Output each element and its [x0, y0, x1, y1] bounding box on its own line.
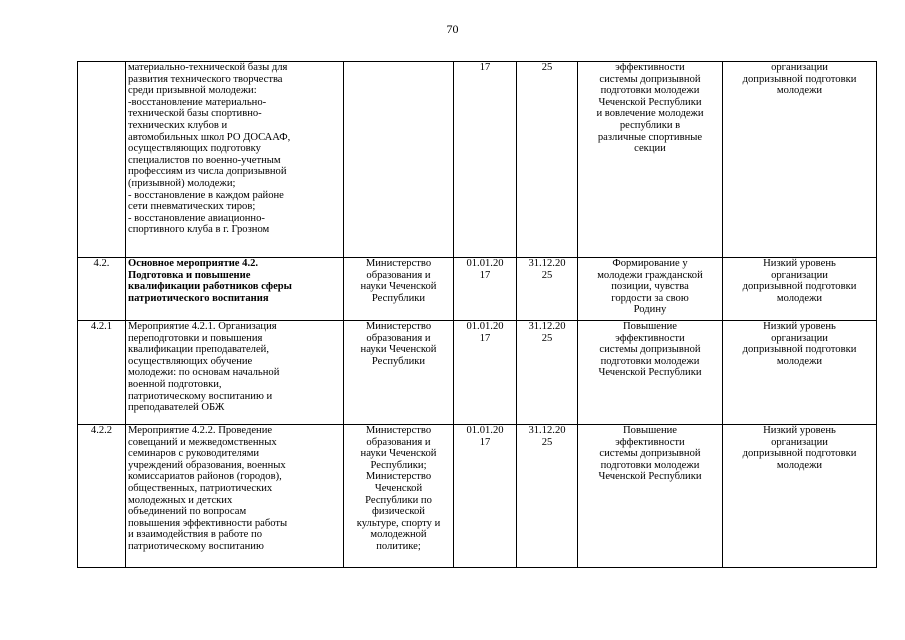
cell-line: и вовлечение молодежи — [596, 108, 704, 120]
cell-line: 01.01.20 — [466, 258, 504, 269]
cell-line: Чеченской Республики — [598, 96, 702, 108]
cell-line: эффективности — [615, 62, 685, 73]
cell-line: Подготовка и повышение — [128, 269, 251, 281]
executor-cell — [344, 258, 454, 321]
risk-cell — [723, 258, 877, 321]
cell-line: патриотическому воспитанию и — [128, 390, 273, 402]
cell-line: Министерство — [365, 425, 432, 436]
row-number-cell — [78, 425, 126, 568]
cell-line: военной подготовки, — [128, 378, 222, 390]
cell-line: спортивного клуба в г. Грозном — [128, 224, 270, 236]
cell-line: республики в — [619, 119, 681, 131]
cell-text: 4.2.1 — [90, 321, 113, 332]
cell-line: переподготовки и повышения — [128, 332, 263, 344]
expected-result-cell — [578, 258, 723, 321]
table-body — [78, 62, 877, 568]
table-row — [78, 62, 877, 258]
cell-line: Формирование у — [612, 258, 688, 269]
cell-line: Чеченской Республики — [598, 471, 702, 483]
cell-line: подготовки молодежи — [600, 459, 700, 471]
cell-line: молодежи — [776, 355, 823, 367]
cell-line: науки Чеченской — [360, 344, 437, 356]
cell-line: семинаров с руководителями — [128, 448, 260, 460]
cell-line: Повышение — [623, 321, 677, 332]
cell-line: и взаимодействия в работе по — [128, 529, 262, 541]
cell-line: науки Чеченской — [360, 281, 437, 293]
row-number-cell — [78, 62, 126, 258]
cell-line: технических клубов и — [128, 119, 228, 131]
measures-table — [77, 61, 877, 568]
cell-line: науки Чеченской — [360, 448, 437, 460]
table-row — [78, 425, 877, 568]
expected-result-cell — [578, 425, 723, 568]
cell-line: осуществляющих обучение — [128, 355, 253, 367]
cell-line: 01.01.20 — [466, 321, 504, 332]
cell-line: специалистов по военно-учетным — [128, 154, 281, 166]
cell-line: преподавателей ОБЖ — [128, 402, 225, 414]
cell-line: молодежи — [776, 85, 823, 97]
cell-line: допризывной подготовки — [742, 73, 857, 85]
cell-line: Повышение — [623, 425, 677, 436]
cell-line: 25 — [541, 62, 553, 73]
cell-line: 31.12.20 — [528, 425, 566, 436]
cell-line: -восстановление материально- — [128, 96, 267, 108]
cell-line: молодежи — [776, 292, 823, 304]
cell-line: системы допризывной — [599, 344, 701, 356]
executor-cell — [344, 62, 454, 258]
end-date-cell — [517, 62, 578, 258]
risk-cell — [723, 425, 877, 568]
table-row — [78, 321, 877, 425]
cell-line: Мероприятие 4.2.2. Проведение — [128, 425, 273, 436]
cell-line: квалификации преподавателей, — [128, 344, 269, 356]
cell-line: 31.12.20 — [528, 258, 566, 269]
executor-cell — [344, 425, 454, 568]
cell-line: Республики по — [365, 494, 432, 506]
cell-line: среди призывной молодежи: — [128, 85, 257, 97]
cell-line: политике; — [376, 540, 421, 552]
measure-name-cell — [126, 425, 344, 568]
cell-line: Чеченской Республики — [598, 367, 702, 379]
cell-line: общественных, патриотических — [128, 482, 273, 494]
cell-line: Низкий уровень — [763, 258, 836, 269]
cell-line: осуществляющих подготовку — [128, 143, 261, 155]
cell-line: подготовки молодежи — [600, 85, 700, 97]
row-number-cell — [78, 258, 126, 321]
cell-line: 17 — [479, 62, 491, 73]
cell-line: квалификации работников сферы — [128, 281, 292, 293]
executor-cell — [344, 321, 454, 425]
cell-line: системы допризывной — [599, 73, 701, 85]
start-date-cell — [454, 321, 517, 425]
cell-text: 4.2.2 — [90, 425, 113, 436]
cell-line: - восстановление в каждом районе — [128, 189, 284, 201]
start-date-cell — [454, 62, 517, 258]
cell-line: культуре, спорту и — [356, 517, 441, 529]
cell-line: Основное мероприятие 4.2. — [128, 258, 259, 269]
cell-line: допризывной подготовки — [742, 281, 857, 293]
cell-line: системы допризывной — [599, 448, 701, 460]
cell-line: сети пневматических тиров; — [128, 201, 256, 213]
cell-line: допризывной подготовки — [742, 344, 857, 356]
cell-line: совещаний и межведомственных — [128, 436, 277, 448]
table-row — [78, 258, 877, 321]
cell-line: технической базы спортивно- — [128, 108, 262, 120]
expected-result-cell — [578, 321, 723, 425]
cell-line: организации — [771, 436, 828, 448]
page-number: 70 — [446, 22, 459, 36]
cell-line: образования и — [366, 269, 431, 281]
cell-line: - восстановление авиационно- — [128, 212, 265, 224]
cell-line: эффективности — [615, 332, 685, 344]
cell-line: 17 — [479, 436, 491, 448]
cell-line: объединений по вопросам — [128, 506, 247, 518]
cell-line: профессиям из числа допризывной — [128, 166, 287, 178]
cell-line: учреждений образования, военных — [128, 459, 286, 471]
cell-line: комиссариатов районов (городов), — [128, 471, 282, 483]
cell-line: молодежной — [370, 529, 427, 541]
cell-line: патриотическому воспитанию — [128, 540, 264, 552]
cell-line: (призывной) молодежи; — [128, 177, 236, 189]
cell-line: патриотического воспитания — [128, 292, 269, 304]
cell-line: материально-технической базы для — [128, 62, 288, 73]
cell-line: 25 — [541, 332, 553, 344]
risk-cell — [723, 62, 877, 258]
end-date-cell — [517, 258, 578, 321]
cell-line: различные спортивные — [597, 131, 703, 143]
cell-line: Низкий уровень — [763, 321, 836, 332]
start-date-cell — [454, 258, 517, 321]
cell-line: Республики — [371, 292, 426, 304]
start-date-cell — [454, 425, 517, 568]
row-number-cell — [78, 321, 126, 425]
cell-line: развития технического творчества — [128, 73, 283, 85]
cell-line: повышения эффективности работы — [128, 517, 288, 529]
cell-line: 17 — [479, 269, 491, 281]
cell-line: допризывной подготовки — [742, 448, 857, 460]
cell-line: 01.01.20 — [466, 425, 504, 436]
cell-line: молодежи: по основам начальной — [128, 367, 280, 379]
cell-line: Низкий уровень — [763, 425, 836, 436]
cell-line: автомобильных школ РО ДОСААФ, — [128, 131, 291, 143]
cell-line: позиции, чувства — [611, 281, 689, 293]
cell-line: подготовки молодежи — [600, 355, 700, 367]
expected-result-cell — [578, 62, 723, 258]
cell-line: организации — [771, 332, 828, 344]
cell-line: Чеченской — [374, 482, 423, 494]
cell-line: Мероприятие 4.2.1. Организация — [128, 321, 277, 332]
cell-line: 25 — [541, 436, 553, 448]
cell-line: физической — [372, 506, 425, 518]
cell-line: молодежи гражданской — [597, 269, 703, 281]
measure-name-cell — [126, 62, 344, 258]
cell-line: 25 — [541, 269, 553, 281]
cell-line: эффективности — [615, 436, 685, 448]
cell-line: молодежи — [776, 459, 823, 471]
cell-line: 31.12.20 — [528, 321, 566, 332]
end-date-cell — [517, 321, 578, 425]
risk-cell — [723, 321, 877, 425]
cell-line: секции — [634, 143, 666, 155]
end-date-cell — [517, 425, 578, 568]
cell-line: Министерство — [365, 321, 432, 332]
measure-name-cell — [126, 321, 344, 425]
cell-line: образования и — [366, 332, 431, 344]
cell-line: молодежных и детских — [128, 494, 233, 506]
cell-text: 4.2. — [93, 258, 110, 269]
cell-line: Республики — [371, 355, 426, 367]
cell-line: Родину — [633, 304, 667, 316]
cell-line: Министерство — [365, 471, 432, 483]
cell-line: Министерство — [365, 258, 432, 269]
cell-line: организации — [771, 62, 828, 73]
measure-name-cell — [126, 258, 344, 321]
cell-line: гордости за свою — [611, 292, 689, 304]
cell-line: образования и — [366, 436, 431, 448]
cell-line: организации — [771, 269, 828, 281]
cell-line: 17 — [479, 332, 491, 344]
cell-line: Республики; — [370, 459, 427, 471]
